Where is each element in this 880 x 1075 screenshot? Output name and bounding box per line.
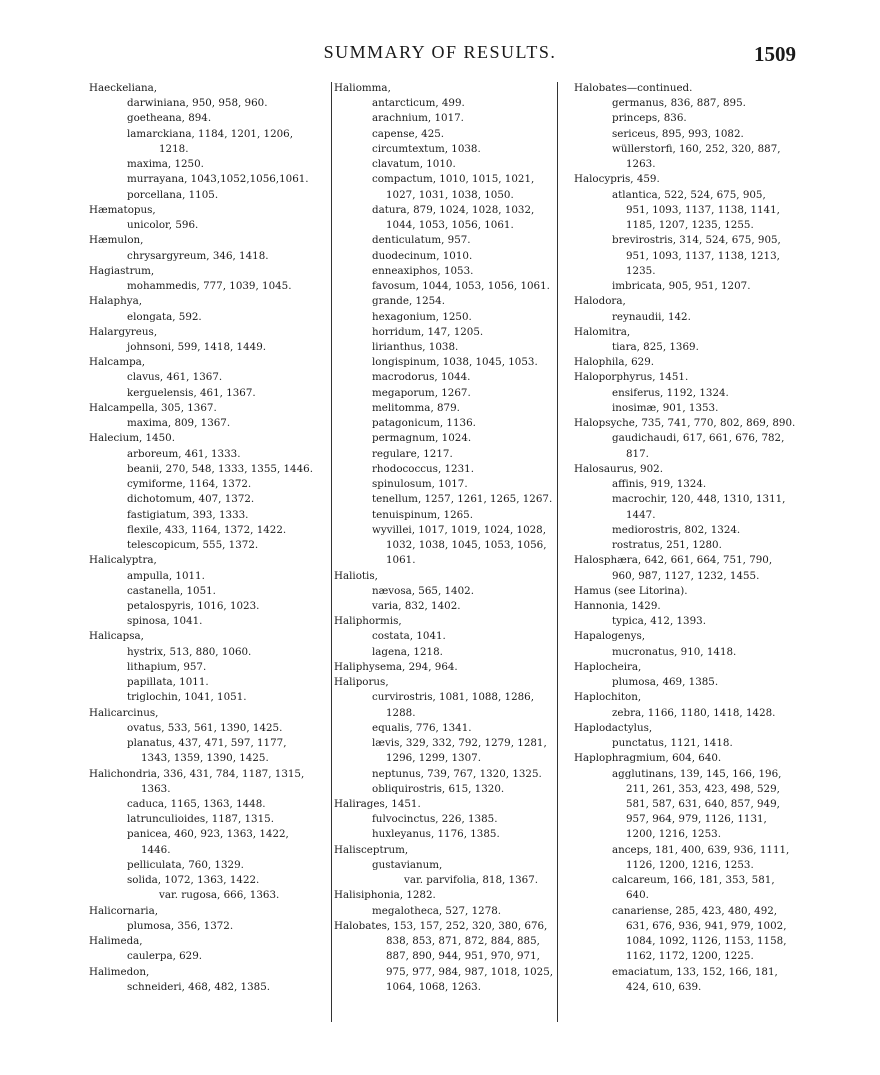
index-subentry: capense, 425.	[372, 127, 445, 140]
index-heading: Halisceptrum,	[334, 843, 409, 856]
index-subentry: emaciatum, 133, 152, 166, 181,	[612, 965, 778, 978]
index-heading: Halopsyche, 735, 741, 770, 802, 869, 890.	[574, 417, 796, 430]
index-subentry: compactum, 1010, 1015, 1021,	[372, 173, 535, 186]
index-subentry: patagonicum, 1136.	[372, 417, 476, 430]
index-subentry: var. rugosa, 666, 1363.	[159, 889, 280, 902]
index-subentry: lithapium, 957.	[127, 660, 207, 673]
index-subentry: 951, 1093, 1137, 1138, 1213,	[626, 249, 780, 262]
index-subentry: nævosa, 565, 1402.	[372, 584, 474, 597]
index-subentry: canariense, 285, 423, 480, 492,	[612, 904, 778, 917]
index-subentry: varia, 832, 1402.	[372, 599, 461, 612]
index-subentry: maxima, 1250.	[127, 158, 204, 171]
index-subentry: chrysargyreum, 346, 1418.	[127, 249, 269, 262]
index-subentry: macrodorus, 1044.	[372, 371, 471, 384]
index-heading: Haeckeliana,	[89, 82, 158, 94]
index-heading: Halocypris, 459.	[574, 173, 660, 186]
index-subentry: pelliculata, 760, 1329.	[127, 858, 244, 871]
index-subentry: 1061.	[386, 554, 416, 567]
index-subentry: triglochin, 1041, 1051.	[127, 691, 247, 704]
index-heading: Haplochiton,	[574, 691, 642, 704]
index-subentry: caulerpa, 629.	[127, 950, 203, 963]
index-subentry: 838, 853, 871, 872, 884, 885,	[386, 935, 540, 948]
index-subentry: papillata, 1011.	[127, 676, 209, 689]
index-subentry: plumosa, 469, 1385.	[612, 676, 719, 689]
index-subentry: 975, 977, 984, 987, 1018, 1025,	[386, 965, 554, 978]
index-heading: Halecium, 1450.	[89, 432, 175, 445]
index-heading: Haliporus,	[334, 676, 389, 689]
index-subentry: macrochir, 120, 448, 1310, 1311,	[612, 493, 786, 506]
index-heading: Hamus (see Litorina).	[574, 584, 688, 597]
index-subentry: panicea, 460, 923, 1363, 1422,	[127, 828, 289, 841]
index-heading: Halobates, 153, 157, 252, 320, 380, 676,	[334, 919, 548, 932]
index-column-3	[574, 81, 846, 995]
index-heading: Halicalyptra,	[89, 554, 157, 567]
index-subentry: 1288.	[386, 706, 416, 719]
index-subentry: 957, 964, 979, 1126, 1131,	[626, 813, 767, 826]
index-heading: Halimeda,	[89, 935, 143, 948]
index-heading: Halicornaria,	[89, 904, 158, 917]
index-subentry: ovatus, 533, 561, 1390, 1425.	[127, 721, 283, 734]
index-heading: Halicarcinus,	[89, 706, 159, 719]
index-heading: Haliphysema, 294, 964.	[334, 660, 458, 673]
index-subentry: castanella, 1051.	[127, 584, 216, 597]
index-heading: Haliomma,	[334, 82, 391, 94]
index-subentry: agglutinans, 139, 145, 166, 196,	[612, 767, 782, 780]
index-subentry: zebra, 1166, 1180, 1418, 1428.	[612, 706, 776, 719]
index-subentry: 424, 610, 639.	[626, 980, 702, 993]
index-subentry: tiara, 825, 1369.	[612, 340, 699, 353]
index-heading: Hagiastrum,	[89, 264, 155, 277]
index-heading: Hæmatopus,	[89, 203, 156, 216]
index-subentry: 817.	[626, 447, 649, 460]
index-subentry: megalotheca, 527, 1278.	[372, 904, 502, 917]
index-subentry: 1027, 1031, 1038, 1050.	[386, 188, 514, 201]
index-subentry: obliquirostris, 615, 1320.	[372, 782, 505, 795]
index-heading: Haliphormis,	[334, 615, 402, 628]
index-subentry: favosum, 1044, 1053, 1056, 1061.	[372, 280, 550, 293]
index-heading: Halosphæra, 642, 661, 664, 751, 790,	[574, 554, 773, 567]
index-subentry: maxima, 809, 1367.	[127, 417, 231, 430]
index-heading: Halirages, 1451.	[334, 798, 421, 811]
index-subentry: porcellana, 1105.	[127, 188, 219, 201]
index-heading: Halcampa,	[89, 356, 146, 369]
index-subentry: 1235.	[626, 264, 656, 277]
index-subentry: enneaxiphos, 1053.	[372, 264, 474, 277]
index-subentry: 951, 1093, 1137, 1138, 1141,	[626, 203, 780, 216]
index-subentry: wüllerstorfi, 160, 252, 320, 887,	[612, 142, 781, 155]
index-subentry: 1044, 1053, 1056, 1061.	[386, 219, 514, 232]
index-heading: Halaphya,	[89, 295, 143, 308]
index-heading: Halargyreus,	[89, 325, 158, 338]
index-subentry: mediorostris, 802, 1324.	[612, 523, 741, 536]
column-divider-1	[331, 82, 332, 1022]
index-column-2	[334, 81, 556, 995]
index-subentry: gaudichaudi, 617, 661, 676, 782,	[612, 432, 785, 445]
index-heading: Halicapsa,	[89, 630, 144, 643]
index-heading: Haplophragmium, 604, 640.	[574, 752, 722, 765]
index-subentry: ampulla, 1011.	[127, 569, 205, 582]
index-subentry: plumosa, 356, 1372.	[127, 919, 234, 932]
index-heading: Haliotis,	[334, 569, 378, 582]
index-subentry: 1084, 1092, 1126, 1153, 1158,	[626, 935, 787, 948]
index-subentry: dichotomum, 407, 1372.	[127, 493, 255, 506]
index-subentry: atlantica, 522, 524, 675, 905,	[612, 188, 766, 201]
index-subentry: spinosa, 1041.	[127, 615, 203, 628]
index-heading: Halomitra,	[574, 325, 631, 338]
index-subentry: schneideri, 468, 482, 1385.	[127, 980, 271, 993]
index-subentry: gustavianum,	[372, 858, 443, 871]
index-subentry: lagena, 1218.	[372, 645, 443, 658]
index-subentry: rostratus, 251, 1280.	[612, 539, 722, 552]
index-subentry: 1032, 1038, 1045, 1053, 1056,	[386, 539, 547, 552]
index-subentry: affinis, 919, 1324.	[612, 478, 707, 491]
index-subentry: circumtextum, 1038.	[372, 142, 481, 155]
index-subentry: 640.	[626, 889, 649, 902]
index-subentry: equalis, 776, 1341.	[372, 721, 472, 734]
index-heading: Hannonia, 1429.	[574, 599, 661, 612]
index-heading: Halosaurus, 902.	[574, 462, 663, 475]
index-subentry: petalospyris, 1016, 1023.	[127, 599, 260, 612]
page-number: 1509	[754, 42, 796, 66]
index-subentry: cymiforme, 1164, 1372.	[127, 478, 252, 491]
index-subentry: inosimæ, 901, 1353.	[612, 401, 719, 414]
index-subentry: 1200, 1216, 1253.	[626, 828, 721, 841]
index-subentry: mucronatus, 910, 1418.	[612, 645, 737, 658]
index-subentry: clavatum, 1010.	[372, 158, 456, 171]
index-subentry: 1126, 1200, 1216, 1253.	[626, 858, 754, 871]
index-subentry: 1185, 1207, 1235, 1255.	[626, 219, 754, 232]
index-subentry: neptunus, 739, 767, 1320, 1325.	[372, 767, 542, 780]
index-subentry: melitomma, 879.	[372, 401, 460, 414]
index-subentry: germanus, 836, 887, 895.	[612, 97, 746, 110]
index-subentry: princeps, 836.	[612, 112, 687, 125]
index-heading: Halimedon,	[89, 965, 150, 978]
index-subentry: murrayana, 1043,1052,1056,1061.	[127, 173, 309, 186]
index-subentry: goetheana, 894.	[127, 112, 212, 125]
index-subentry: flexile, 433, 1164, 1372, 1422.	[127, 523, 287, 536]
index-subentry: fastigiatum, 393, 1333.	[127, 508, 249, 521]
index-subentry: solida, 1072, 1363, 1422.	[127, 874, 260, 887]
index-subentry: arboreum, 461, 1333.	[127, 447, 241, 460]
index-subentry: mohammedis, 777, 1039, 1045.	[127, 280, 292, 293]
index-subentry: 581, 587, 631, 640, 857, 949,	[626, 798, 780, 811]
index-subentry: grande, 1254.	[372, 295, 445, 308]
index-subentry: 1263.	[626, 158, 656, 171]
index-subentry: ensiferus, 1192, 1324.	[612, 386, 729, 399]
index-subentry: 631, 676, 936, 941, 979, 1002,	[626, 919, 787, 932]
index-subentry: hexagonium, 1250.	[372, 310, 472, 323]
index-subentry: spinulosum, 1017.	[372, 478, 468, 491]
index-heading: Halcampella, 305, 1367.	[89, 401, 217, 414]
index-subentry: telescopicum, 555, 1372.	[127, 539, 259, 552]
index-subentry: typica, 412, 1393.	[612, 615, 706, 628]
index-subentry: wyvillei, 1017, 1019, 1024, 1028,	[372, 523, 546, 536]
index-subentry: megaporum, 1267.	[372, 386, 471, 399]
index-subentry: beanii, 270, 548, 1333, 1355, 1446.	[127, 462, 313, 475]
index-subentry: denticulatum, 957.	[372, 234, 471, 247]
index-subentry: imbricata, 905, 951, 1207.	[612, 280, 751, 293]
index-heading: Halichondria, 336, 431, 784, 1187, 1315,	[89, 767, 305, 780]
index-subentry: 1064, 1068, 1263.	[386, 980, 481, 993]
index-subentry: planatus, 437, 471, 597, 1177,	[127, 737, 287, 750]
index-subentry: reynaudii, 142.	[612, 310, 691, 323]
index-subentry: 887, 890, 944, 951, 970, 971,	[386, 950, 540, 963]
index-heading: Haplodactylus,	[574, 721, 653, 734]
index-subentry: clavus, 461, 1367.	[127, 371, 223, 384]
index-subentry: regulare, 1217.	[372, 447, 453, 460]
index-subentry: hystrix, 513, 880, 1060.	[127, 645, 252, 658]
index-subentry: duodecinum, 1010.	[372, 249, 473, 262]
index-heading: Haloporphyrus, 1451.	[574, 371, 689, 384]
index-subentry: 211, 261, 353, 423, 498, 529,	[626, 782, 780, 795]
index-subentry: antarcticum, 499.	[372, 97, 465, 110]
index-heading: Halisiphonia, 1282.	[334, 889, 436, 902]
index-heading: Hæmulon,	[89, 234, 144, 247]
index-heading: Haplocheira,	[574, 660, 642, 673]
index-subentry: 1446.	[141, 843, 171, 856]
index-heading: Halobates—continued.	[574, 82, 693, 94]
index-heading: Halophila, 629.	[574, 356, 655, 369]
index-subentry: 1343, 1359, 1390, 1425.	[141, 752, 269, 765]
index-subentry: latrunculioides, 1187, 1315.	[127, 813, 274, 826]
index-subentry: curvirostris, 1081, 1088, 1286,	[372, 691, 535, 704]
index-subentry: elongata, 592.	[127, 310, 202, 323]
index-subentry: calcareum, 166, 181, 353, 581,	[612, 874, 775, 887]
index-subentry: datura, 879, 1024, 1028, 1032,	[372, 203, 535, 216]
index-subentry: darwiniana, 950, 958, 960.	[127, 97, 268, 110]
index-subentry: arachnium, 1017.	[372, 112, 464, 125]
index-subentry: 1296, 1299, 1307.	[386, 752, 481, 765]
index-subentry: 1447.	[626, 508, 656, 521]
index-subentry: var. parvifolia, 818, 1367.	[404, 874, 539, 887]
index-subentry: lirianthus, 1038.	[372, 340, 459, 353]
index-subentry: horridum, 147, 1205.	[372, 325, 484, 338]
index-subentry: costata, 1041.	[372, 630, 446, 643]
index-subentry: longispinum, 1038, 1045, 1053.	[372, 356, 538, 369]
index-subentry: kerguelensis, 461, 1367.	[127, 386, 256, 399]
index-heading: Hapalogenys,	[574, 630, 646, 643]
index-subentry: tenuispinum, 1265.	[372, 508, 474, 521]
index-subentry: 1363.	[141, 782, 171, 795]
index-column-1	[89, 81, 327, 995]
column-divider-2	[557, 82, 558, 1022]
index-subentry: fulvocinctus, 226, 1385.	[372, 813, 498, 826]
index-subentry: 960, 987, 1127, 1232, 1455.	[612, 569, 760, 582]
index-subentry: brevirostris, 314, 524, 675, 905,	[612, 234, 781, 247]
index-subentry: lævis, 329, 332, 792, 1279, 1281,	[372, 737, 547, 750]
index-subentry: johnsoni, 599, 1418, 1449.	[127, 340, 267, 353]
running-header-title: SUMMARY OF RESULTS.	[323, 42, 557, 62]
index-subentry: 1162, 1172, 1200, 1225.	[626, 950, 754, 963]
index-subentry: punctatus, 1121, 1418.	[612, 737, 733, 750]
index-subentry: permagnum, 1024.	[372, 432, 472, 445]
index-subentry: lamarckiana, 1184, 1201, 1206,	[127, 127, 293, 140]
index-subentry: huxleyanus, 1176, 1385.	[372, 828, 500, 841]
index-subentry: rhodococcus, 1231.	[372, 462, 474, 475]
index-subentry: tenellum, 1257, 1261, 1265, 1267.	[372, 493, 553, 506]
index-subentry: sericeus, 895, 993, 1082.	[612, 127, 744, 140]
index-subentry: anceps, 181, 400, 639, 936, 1111,	[612, 843, 790, 856]
index-heading: Halodora,	[574, 295, 626, 308]
index-subentry: caduca, 1165, 1363, 1448.	[127, 798, 266, 811]
index-subentry: unicolor, 596.	[127, 219, 199, 232]
index-subentry: 1218.	[159, 142, 189, 155]
